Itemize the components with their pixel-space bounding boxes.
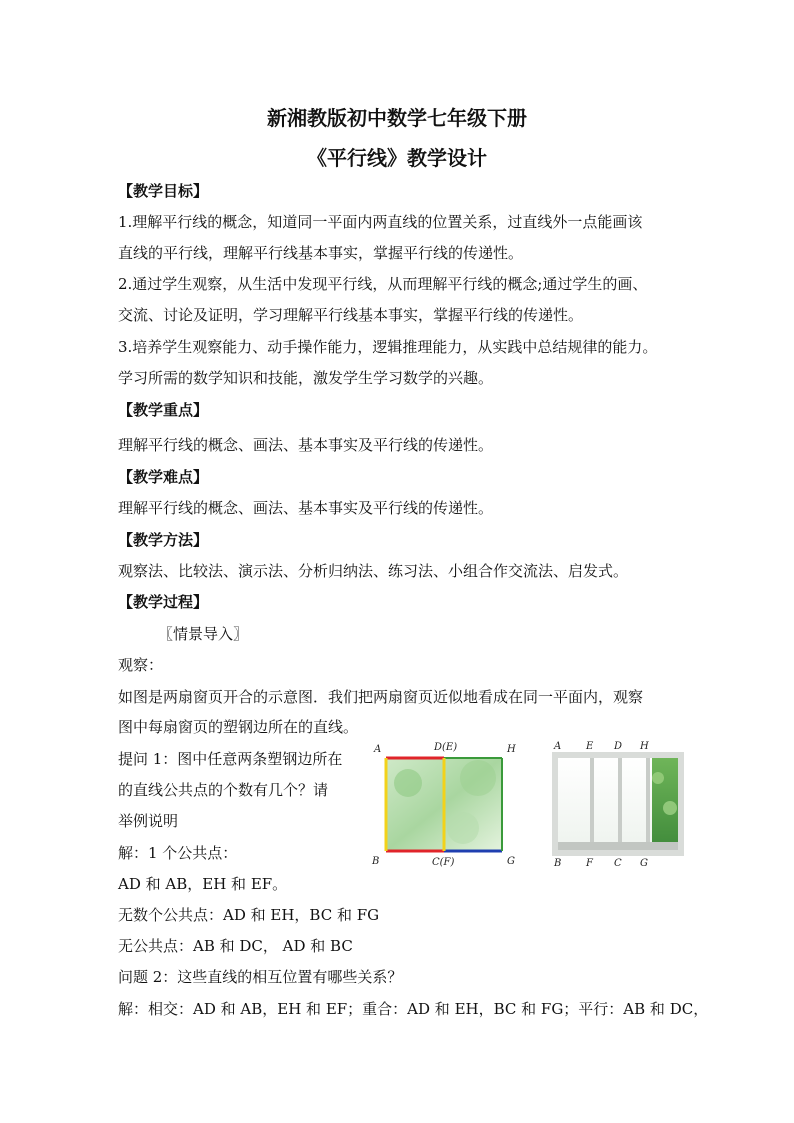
key-text: 理解平行线的概念、画法、基本事实及平行线的传递性。: [118, 436, 494, 454]
goal-2-line-a: 2.通过学生观察，从生活中发现平行线，从而理解平行线的概念;通过学生的画、: [118, 275, 648, 293]
description-line-b: 图中每扇窗页的塑钢边所在的直线。: [118, 718, 359, 736]
sash-divider-d: [618, 758, 622, 850]
document-title: 新湘教版初中数学七年级下册: [267, 106, 527, 130]
label-c: C: [614, 858, 622, 869]
window-schematic-figure: [368, 738, 524, 870]
difficult-heading: 【教学难点】: [118, 468, 209, 486]
answer-1-line-c: 无数个公共点：AD 和 EH，BC 和 FG: [118, 906, 380, 924]
goal-3-line-a: 3.培养学生观察能力、动手操作能力，逻辑推理能力，从实践中总结规律的能力。: [118, 338, 658, 356]
label-a: A: [554, 741, 562, 752]
goals-heading: 【教学目标】: [118, 182, 209, 200]
label-g: G: [507, 856, 515, 867]
method-text: 观察法、比较法、演示法、分析归纳法、练习法、小组合作交流法、启发式。: [118, 562, 629, 580]
answer-2: 解：相交：AD 和 AB，EH 和 EF；重合：AD 和 EH，BC 和 FG；平行：AB 和 DC，: [118, 1000, 709, 1018]
difficult-text: 理解平行线的概念、画法、基本事实及平行线的传递性。: [118, 499, 494, 517]
sash-divider-e: [590, 758, 594, 850]
label-a: A: [374, 744, 382, 755]
goal-1-line-a: 1.理解平行线的概念，知道同一平面内两直线的位置关系，过直线外一点能画该: [118, 213, 643, 231]
label-e: E: [586, 741, 594, 752]
key-heading: 【教学重点】: [118, 401, 209, 419]
label-b: B: [372, 856, 380, 867]
observe-label: 观察：: [118, 656, 164, 674]
label-g: G: [640, 858, 648, 869]
label-d-e: D(E): [434, 742, 458, 753]
goal-2-line-b: 交流、讨论及证明，学习理解平行线基本事实，掌握平行线的传递性。: [118, 306, 584, 324]
label-b: B: [554, 858, 562, 869]
sash-divider-h: [646, 758, 650, 850]
window-photo-figure: [548, 738, 688, 870]
answer-1-line-a: 解：1 个公共点：: [118, 844, 238, 862]
label-c-f: C(F): [432, 857, 455, 868]
label-h: H: [507, 744, 516, 755]
description-line-a: 如图是两扇窗页开合的示意图．我们把两扇窗页近似地看成在同一平面内，观察: [118, 688, 644, 706]
question-1-line-b: 的直线公共点的个数有几个？请: [118, 781, 329, 799]
label-f: F: [586, 858, 593, 869]
goal-1-line-b: 直线的平行线，理解平行线基本事实，掌握平行线的传递性。: [118, 244, 524, 262]
process-heading: 【教学过程】: [118, 593, 209, 611]
question-2: 问题 2：这些直线的相互位置有哪些关系？: [118, 968, 403, 986]
intro-label: 〖情景导入〗: [158, 625, 249, 643]
answer-1-line-d: 无公共点：AB 和 DC， AD 和 BC: [118, 937, 353, 955]
method-heading: 【教学方法】: [118, 531, 209, 549]
window-sill: [558, 842, 678, 850]
goal-3-line-b: 学习所需的数学知识和技能，激发学生学习数学的兴趣。: [118, 369, 494, 387]
question-1-line-a: 提问 1：图中任意两条塑钢边所在: [118, 750, 343, 768]
document-subtitle: 《平行线》教学设计: [307, 146, 487, 170]
question-1-line-c: 举例说明: [118, 812, 179, 830]
answer-1-line-b: AD 和 AB，EH 和 EF。: [118, 875, 288, 893]
label-d: D: [614, 741, 623, 752]
label-h: H: [640, 741, 649, 752]
